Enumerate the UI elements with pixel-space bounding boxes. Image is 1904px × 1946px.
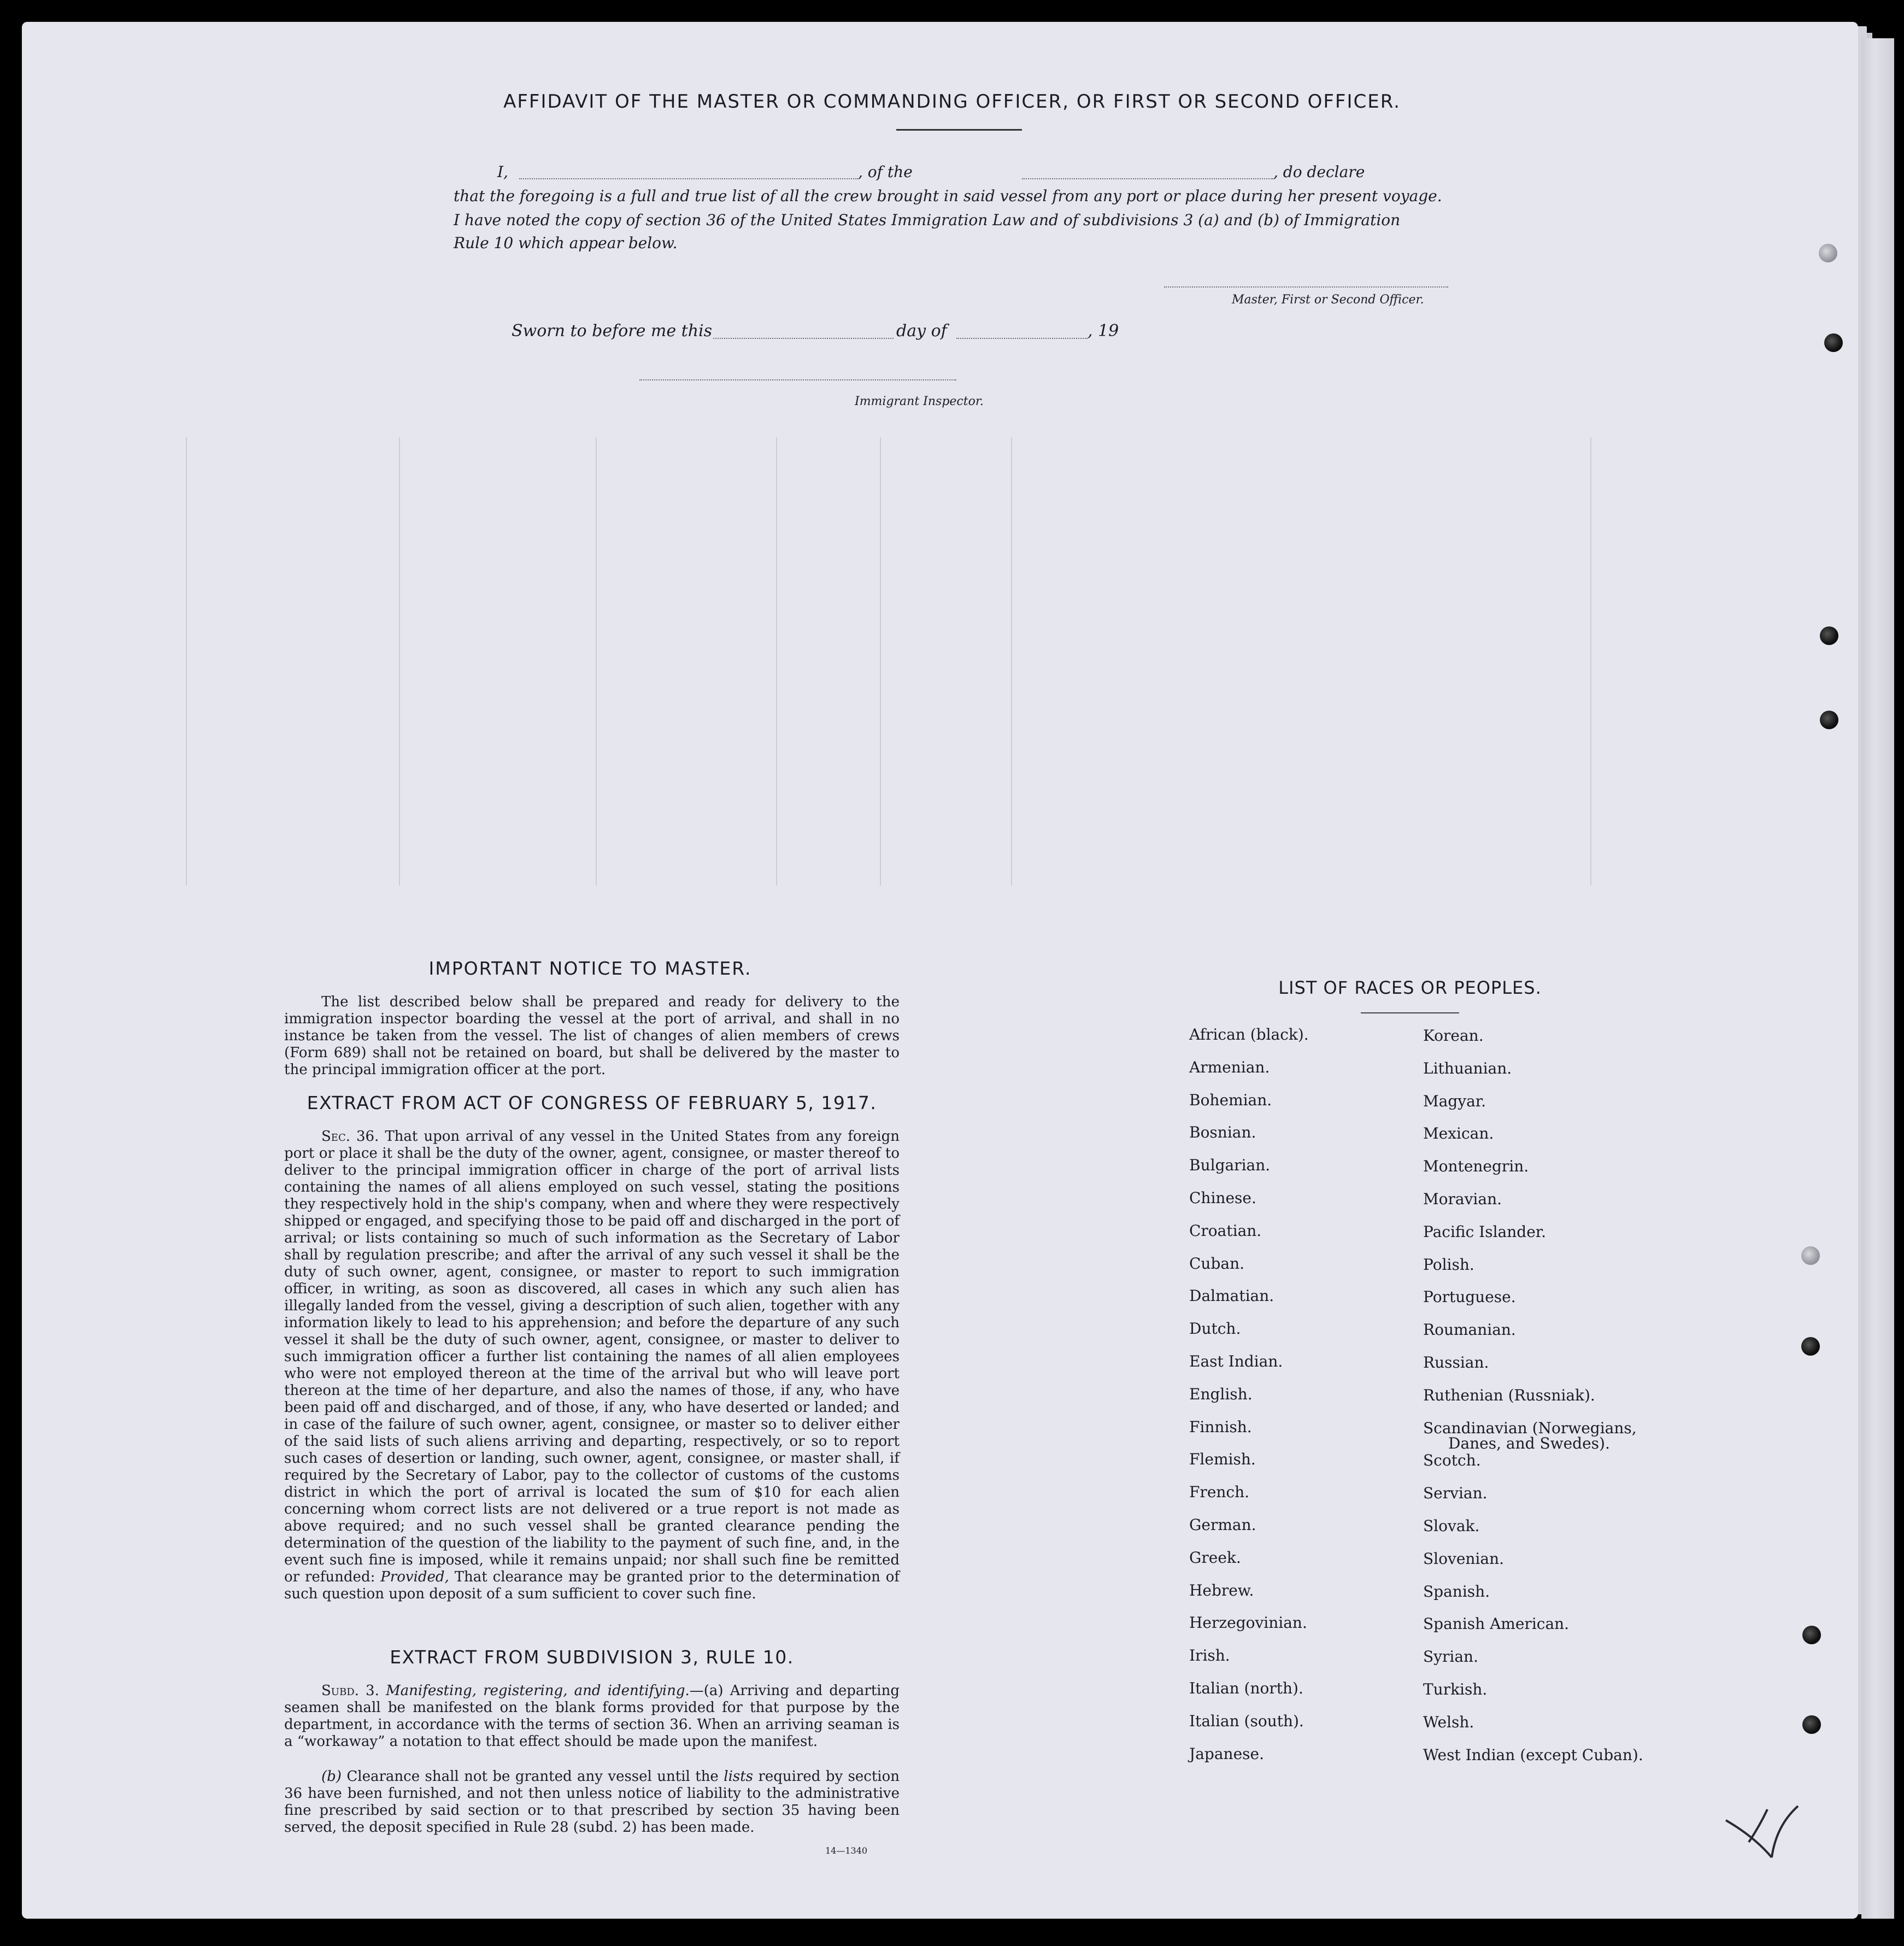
sworn-day-of: day of — [896, 321, 947, 341]
signature-line — [1164, 286, 1448, 288]
affidavit-of-the: , of the — [858, 163, 913, 181]
affidavit-line-1 — [454, 163, 1470, 185]
races-title: LIST OF RACES OR PEOPLES. — [1278, 977, 1542, 998]
race-item: Syrian. — [1423, 1648, 1478, 1666]
race-item: Japanese. — [1189, 1744, 1264, 1763]
subd-heading: Manifesting, registering, and identifying. — [386, 1683, 690, 1699]
race-item: Bulgarian. — [1189, 1156, 1271, 1175]
affidavit-title: AFFIDAVIT OF THE MASTER OR COMMANDING OFFICER, OR FIRST OR SECOND OFFICER. — [503, 91, 1401, 113]
race-item: Moravian. — [1423, 1189, 1502, 1208]
sec-label: Sec. 36. — [321, 1128, 379, 1145]
race-item: West Indian (except Cuban). — [1423, 1745, 1643, 1764]
signature-caption: Master, First or Second Officer. — [1232, 293, 1424, 307]
notice-text: The list described below shall be prepared and ready for delivery to the immigration inspector boarding the vessel at the port of arrival, and shall in no instance be taken from the vessel. The list of changes of alien members of crews (Form 689) shall not be retained on board, but shall be delivered by the master to the principal immigration officer at the port. — [284, 994, 900, 1078]
race-item: Slovak. — [1423, 1516, 1480, 1535]
race-item-continuation: Danes, and Swedes). — [1448, 1434, 1610, 1452]
sec-36-text: That upon arrival of any vessel in the United States from any foreign port or place it shall be the duty of the owner, agent, consignee, or master thereof to deliver to the principal immigration officer in charge of the port of arrival lists containing the names of all aliens employed on such vessel, stating the positions they respectively hold in the ship's company, when and where they were respectively shipped or engaged, and specifying those to be paid off and discharged in the port of arrival; or lists containing so much of such information as the Secretary of Labor shall by regulation prescribe; and after the arrival of any such vessel it shall be the duty of such owner, agent, consignee, or master to report to such immigration officer, in writing, as soon as discovered, all cases in which any such alien has illegally landed from the vessel, giving a description of such alien, together with any information likely to lead to his apprehension; and before the departure of any such vessel it shall be the duty of such owner, agent, consignee, or master to deliver to such immigration officer a further list containing the names of all alien employees who were not employed thereon at the time of the arrival but who will leave port thereon at the time of her departure, and also the names of those, if any, who have been paid off and discharged, and of those, if any, who have deserted or landed; and in case of the failure of such owner, agent, consignee, or master so to deliver either of the said lists of such aliens arriving and departing, respectively, or so to report such cases of desertion or landing, such owner, agent, consignee, or master shall, if required by the Secretary of Labor, pay to the collector of customs of the customs district in which the port of arrival is located the sum of $10 for each alien concerning whom correct lists are not delivered or a true report is not made as above required; and no such vessel shall be granted clearance pending the determination of the question of the liability to the payment of such fine, and, in the event such fine is imposed, while it remains unpaid; nor shall such fine be remitted or refunded: — [284, 1128, 900, 1585]
punch-hole — [1820, 626, 1838, 645]
affidavit-i: I, — [497, 163, 508, 181]
races-right-column — [1423, 1028, 1643, 1779]
title-rule — [896, 129, 1022, 131]
race-item: Russian. — [1423, 1353, 1489, 1371]
bleed-through-rule — [186, 437, 187, 886]
race-item: Irish. — [1189, 1646, 1230, 1665]
inspector-caption: Immigrant Inspector. — [855, 395, 984, 408]
race-item: Servian. — [1423, 1484, 1488, 1503]
race-item: Herzegovinian. — [1189, 1614, 1307, 1632]
race-item: Magyar. — [1423, 1092, 1486, 1110]
race-item: Roumanian. — [1423, 1321, 1516, 1339]
sworn-text: Sworn to before me this — [512, 321, 713, 341]
race-item: Greek. — [1189, 1548, 1241, 1567]
race-item: Finnish. — [1189, 1417, 1252, 1436]
act-extract-title: EXTRACT FROM ACT OF CONGRESS OF FEBRUARY 5, 1917. — [307, 1092, 877, 1113]
bleed-through-rule — [399, 437, 400, 886]
bleed-through-rule — [880, 437, 881, 886]
affidavit-line-2: that the foregoing is a full and true list of all the crew brought in said vessel from any port or place during her present voyage. — [454, 187, 1442, 205]
race-item: Pacific Islander. — [1423, 1222, 1546, 1241]
race-item: Turkish. — [1423, 1680, 1488, 1698]
notice-title: IMPORTANT NOTICE TO MASTER. — [428, 958, 752, 979]
subd-b-lists: lists — [724, 1768, 754, 1785]
race-item: Mexican. — [1423, 1124, 1494, 1143]
vessel-blank — [1022, 178, 1273, 179]
race-item: Chinese. — [1189, 1188, 1256, 1207]
race-item: German. — [1189, 1515, 1256, 1534]
race-item: Italian (north). — [1189, 1679, 1303, 1697]
race-item: Scotch. — [1423, 1451, 1481, 1470]
punch-hole — [1819, 244, 1837, 262]
punch-hole — [1801, 1246, 1820, 1265]
race-item: Spanish. — [1423, 1582, 1490, 1601]
race-item: French. — [1189, 1483, 1250, 1502]
affidavit-declare: , do declare — [1273, 163, 1365, 181]
rule-extract-title: EXTRACT FROM SUBDIVISION 3, RULE 10. — [390, 1646, 794, 1668]
race-item: Montenegrin. — [1423, 1157, 1529, 1176]
race-item: African (black). — [1189, 1025, 1309, 1044]
pencil-check-mark — [1721, 1804, 1803, 1864]
race-item: Bosnian. — [1189, 1123, 1256, 1142]
act-extract-text — [284, 1128, 900, 1603]
race-item: Polish. — [1423, 1255, 1474, 1274]
bleed-through-rule — [1011, 437, 1012, 886]
race-item: Hebrew. — [1189, 1581, 1254, 1599]
race-item-scandinavian — [1423, 1420, 1643, 1453]
sworn-year: , 19 — [1088, 321, 1119, 341]
race-item: Bohemian. — [1189, 1091, 1272, 1109]
punch-hole — [1801, 1337, 1820, 1356]
race-item: Flemish. — [1189, 1450, 1256, 1469]
subd-b-text-1: Clearance shall not be granted any vessel until the — [346, 1768, 719, 1785]
sworn-day-blank — [713, 338, 894, 339]
affidavit-line-4: Rule 10 which appear below. — [454, 234, 678, 252]
subd-b-text-2: required by section 36 have been furnished, and not then unless notice of liability to the administrative fine prescribed by said section or to that prescribed by section 35 having been served, the deposit specified in Rule 28 (subd. 2) has been made. — [284, 1768, 900, 1836]
race-item: East Indian. — [1189, 1352, 1283, 1370]
race-item: Croatian. — [1189, 1221, 1262, 1240]
race-item: Ruthenian (Russniak). — [1423, 1386, 1595, 1404]
subd-b-label: (b) — [321, 1768, 342, 1785]
subd-a-text: —(a) Arriving and departing seamen shall be manifested on the blank forms provided for that purpose by the department, in accordance with the terms of section 36. When an arriving seaman is a “workaway” a notation to that effect should be made upon the manifest. — [284, 1683, 900, 1750]
race-item: Cuban. — [1189, 1254, 1245, 1273]
punch-hole — [1820, 711, 1838, 729]
subd-label: Subd. 3. — [321, 1683, 379, 1699]
race-item: Scandinavian (Norwegians, — [1423, 1419, 1637, 1437]
bleed-through-rule — [1590, 437, 1591, 886]
race-item: Welsh. — [1423, 1713, 1474, 1731]
rule-subd-b — [284, 1768, 900, 1836]
provided-word: Provided, — [380, 1569, 449, 1585]
races-left-column — [1189, 1027, 1309, 1778]
form-number: 14—1340 — [825, 1845, 868, 1856]
bleed-through-rule — [596, 437, 597, 886]
race-item: Spanish American. — [1423, 1615, 1570, 1633]
race-item: Slovenian. — [1423, 1549, 1504, 1568]
race-item: Italian (south). — [1189, 1711, 1304, 1730]
races-title-rule — [1361, 1012, 1459, 1013]
name-blank — [519, 178, 858, 179]
inspector-signature-line — [639, 379, 956, 380]
bleed-through-rule — [776, 437, 777, 886]
race-item: Armenian. — [1189, 1058, 1270, 1076]
affidavit-line-3: I have noted the copy of section 36 of the United States Immigration Law and of subdivisions 3 (a) and (b) of Immigration — [454, 211, 1401, 229]
race-item: Dalmatian. — [1189, 1287, 1274, 1305]
race-item: Korean. — [1423, 1027, 1484, 1045]
race-item: English. — [1189, 1385, 1253, 1403]
punch-hole — [1802, 1715, 1821, 1734]
sworn-month-blank — [956, 338, 1088, 339]
page-stack-edge — [1861, 38, 1894, 1919]
punch-hole — [1824, 333, 1843, 352]
race-item: Portuguese. — [1423, 1288, 1516, 1306]
rule-subd-a — [284, 1683, 900, 1750]
race-item: Lithuanian. — [1423, 1059, 1512, 1077]
sec-36-text-end: That clearance may be granted prior to the determination of such question upon deposit of a sum sufficient to cover such fine. — [284, 1569, 900, 1602]
race-item: Dutch. — [1189, 1320, 1241, 1338]
punch-hole — [1802, 1626, 1821, 1644]
